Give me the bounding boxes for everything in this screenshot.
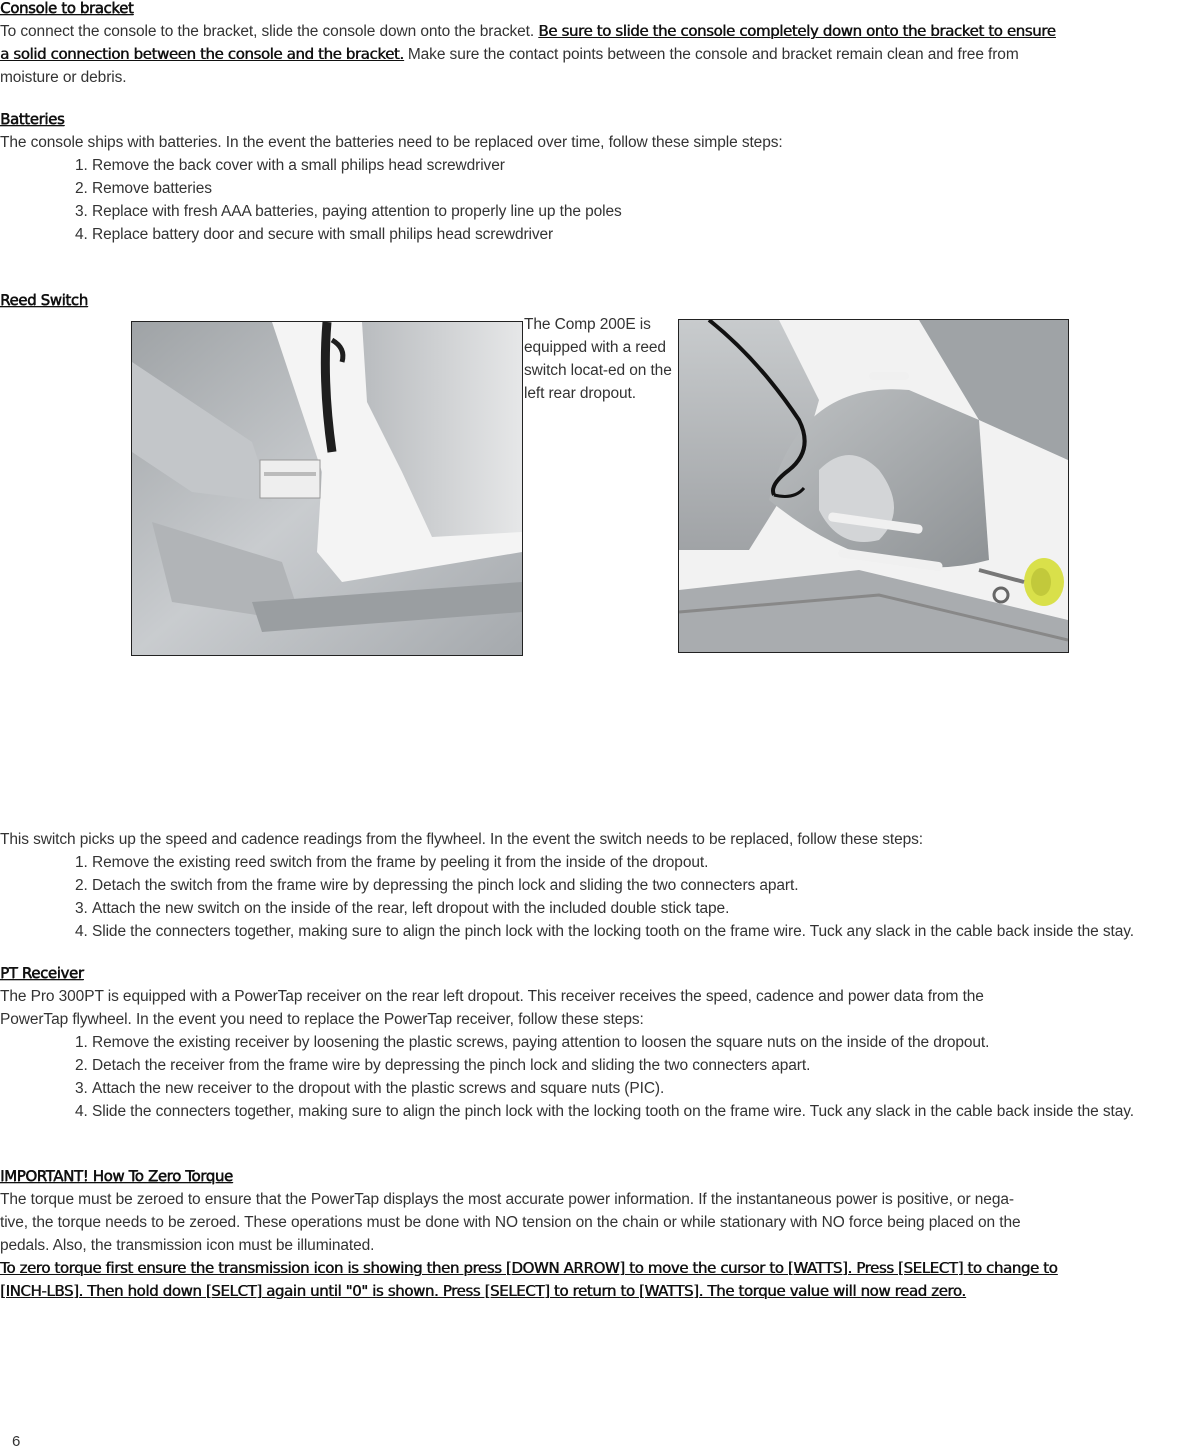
reed-intro: This switch picks up the speed and cadence readings from the flywheel. In the event the switch needs to be replaced, follow these steps: [0, 831, 923, 848]
torque-emphasis-line-1: To zero torque first ensure the transmission icon is showing then press [DOWN ARROW] to move the cursor to [WATTS]. Press [SELECT] to change to [0, 1259, 1058, 1277]
section-console [0, 0, 1198, 89]
torque-line-2: tive, the torque needs to be zeroed. These operations must be done with NO tension on the chain or while stationary with NO force being placed on the [0, 1214, 1021, 1231]
console-line-1 [0, 20, 1198, 43]
section-reed-heading [0, 289, 1198, 312]
list-item: 1. Remove the existing receiver by loosening the plastic screws, paying attention to loosen the square nuts on the inside of the dropout. [75, 1034, 990, 1051]
console-line-2 [0, 43, 1198, 66]
list-item: 4. Slide the connecters together, making sure to align the pinch lock with the locking tooth on the frame wire. Tuck any slack in the cable back inside the stay. [75, 923, 1134, 940]
reed-switch-photo-left [131, 321, 523, 656]
pt-steps [0, 1031, 1198, 1123]
section-reed-steps [0, 828, 1198, 943]
list-item: 1. Remove the existing reed switch from the frame by peeling it from the inside of the dropout. [75, 854, 709, 871]
torque-line-3: pedals. Also, the transmission icon must be illuminated. [0, 1237, 375, 1254]
console-line-1-plain: To connect the console to the bracket, slide the console down onto the bracket. [0, 23, 539, 40]
reed-switch-photo-right [678, 319, 1069, 653]
list-item: 4. Replace battery door and secure with small philips head screwdriver [75, 226, 554, 243]
reed-switch-photo-right-image [679, 320, 1068, 652]
batteries-heading: Batteries [0, 110, 65, 128]
list-item: 1. Remove the back cover with a small philips head screwdriver [75, 157, 505, 174]
torque-emphasis-line-2: [INCH-LBS]. Then hold down [SELCT] again until "0" is shown. Press [SELECT] to return to [WATTS]. The torque value will now read zero. [0, 1282, 966, 1300]
list-item: 3. Attach the new receiver to the dropout with the plastic screws and square nuts (PIC). [75, 1080, 665, 1097]
section-torque [0, 1165, 1198, 1303]
batteries-steps [0, 154, 1198, 246]
pt-intro-line-1: The Pro 300PT is equipped with a PowerTap receiver on the rear left dropout. This receiver receives the speed, cadence and power data from the [0, 988, 984, 1005]
list-item: 3. Replace with fresh AAA batteries, paying attention to properly line up the poles [75, 203, 622, 220]
list-item: 2. Remove batteries [75, 180, 212, 197]
reed-heading: Reed Switch [0, 291, 88, 309]
console-heading: Console to bracket [0, 0, 134, 17]
section-pt [0, 962, 1198, 1123]
reed-steps [0, 851, 1198, 943]
list-item: 3. Attach the new switch on the inside of the rear, left dropout with the included double stick tape. [75, 900, 730, 917]
pt-heading: PT Receiver [0, 964, 84, 982]
torque-line-1: The torque must be zeroed to ensure that the PowerTap displays the most accurate power information. If the instantaneous power is positive, or nega- [0, 1191, 1014, 1208]
batteries-intro: The console ships with batteries. In the event the batteries need to be replaced over time, follow these simple steps: [0, 134, 783, 151]
list-item: 4. Slide the connecters together, making sure to align the pinch lock with the locking tooth on the frame wire. Tuck any slack in the cable back inside the stay. [75, 1103, 1134, 1120]
console-line-2-emphasis: a solid connection between the console and the bracket. [0, 45, 404, 63]
console-line-2-plain: Make sure the contact points between the console and bracket remain clean and free from [403, 46, 1019, 63]
console-line-3: moisture or debris. [0, 69, 127, 86]
pt-intro-line-2: PowerTap flywheel. In the event you need to replace the PowerTap receiver, follow these steps: [0, 1011, 644, 1028]
reed-switch-photo-left-image [132, 322, 522, 655]
torque-heading: IMPORTANT! How To Zero Torque [0, 1167, 233, 1185]
list-item: 2. Detach the switch from the frame wire by depressing the pinch lock and sliding the two connecters apart. [75, 877, 799, 894]
page-number: 6 [12, 1433, 21, 1450]
list-item: 2. Detach the receiver from the frame wire by depressing the pinch lock and sliding the two connecters apart. [75, 1057, 811, 1074]
reed-caption: The Comp 200E is equipped with a reed switch locat-ed on the left rear dropout. [524, 316, 672, 402]
console-line-1-emphasis: Be sure to slide the console completely down onto the bracket to ensure [538, 22, 1056, 40]
section-batteries [0, 108, 1198, 246]
